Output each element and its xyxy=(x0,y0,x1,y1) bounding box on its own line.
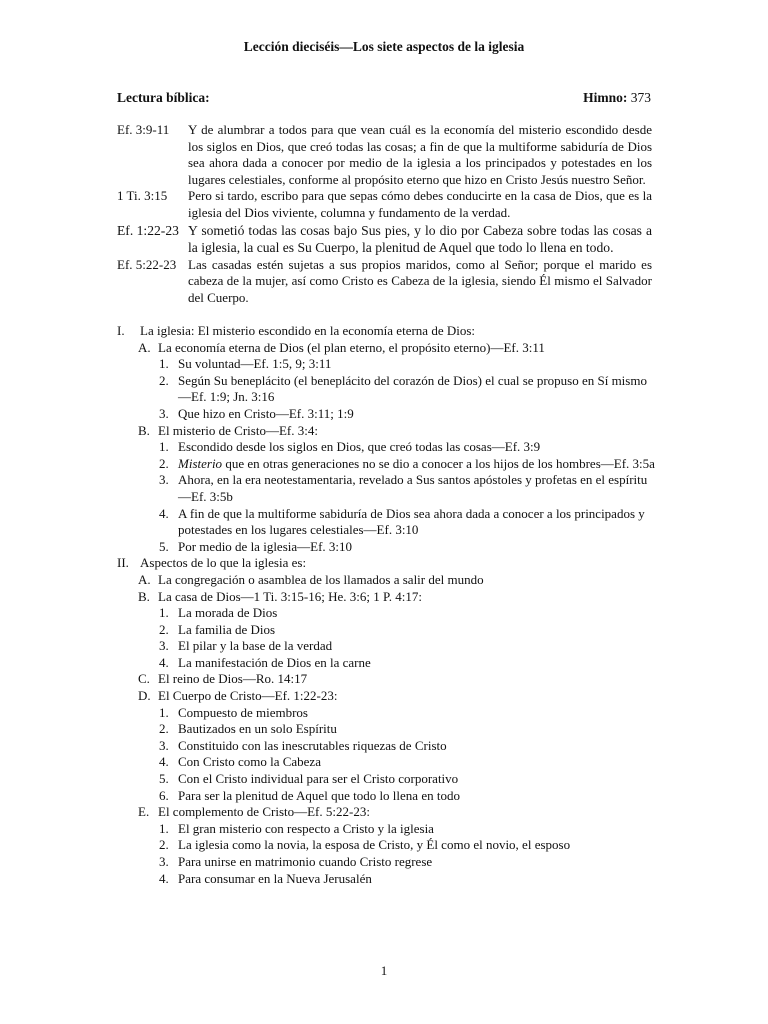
outline-item xyxy=(117,788,657,805)
verse-ref: Ef. 3:9-11 xyxy=(117,122,170,137)
outline-item xyxy=(117,754,657,771)
outline-item xyxy=(117,671,657,688)
outline-num: A. xyxy=(138,339,151,355)
outline-item xyxy=(117,472,657,505)
outline-num: 2. xyxy=(159,621,169,637)
outline-text: Para ser la plenitud de Aquel que todo lo llena en todo xyxy=(178,787,460,803)
outline-text: Por medio de la iglesia—Ef. 3:10 xyxy=(178,538,353,554)
outline xyxy=(117,323,657,887)
outline-text: La casa de Dios—1 Ti. 3:15-16; He. 3:6; 1 P. 4:17: xyxy=(158,588,422,604)
verse-text: Las casadas estén sujetas a sus propios maridos, como al Señor; porque el marido es cabeza de la mujer, así como Cristo es Cabeza de la iglesia, siendo Él mismo el Salvador del Cuerpo. xyxy=(188,256,652,305)
outline-text: Bautizados en un solo Espíritu xyxy=(178,721,337,737)
outline-item xyxy=(117,506,657,539)
outline-item xyxy=(117,439,657,456)
outline-text: La manifestación de Dios en la carne xyxy=(178,654,371,670)
outline-num: 4. xyxy=(159,505,169,521)
outline-item xyxy=(117,688,657,705)
outline-num: II. xyxy=(117,555,129,571)
outline-text: Para consumar en la Nueva Jerusalén xyxy=(178,870,372,886)
misterio-emphasis: Misterio xyxy=(178,455,223,471)
outline-num: C. xyxy=(138,671,150,687)
outline-num: 1. xyxy=(159,704,169,720)
himno-label: Himno: xyxy=(583,90,628,105)
outline-num: 3. xyxy=(159,472,169,488)
verse-ref: Ef. 1:22-23 xyxy=(117,222,179,238)
outline-item xyxy=(117,854,657,871)
outline-item xyxy=(117,423,657,440)
outline-text: El Cuerpo de Cristo—Ef. 1:22-23: xyxy=(158,688,338,704)
outline-num: I. xyxy=(117,323,125,338)
outline-text: Su voluntad—Ef. 1:5, 9; 3:11 xyxy=(178,356,332,372)
outline-item xyxy=(117,356,657,373)
outline-item xyxy=(117,837,657,854)
outline-num: A. xyxy=(138,571,151,587)
outline-item xyxy=(117,555,657,572)
outline-text: El complemento de Cristo—Ef. 5:22-23: xyxy=(158,804,370,820)
outline-num: 2. xyxy=(159,372,169,388)
outline-num: 6. xyxy=(159,787,169,803)
himno xyxy=(583,90,651,107)
outline-text: Para unirse en matrimonio cuando Cristo regrese xyxy=(178,854,433,869)
verse-row xyxy=(117,188,652,221)
outline-item xyxy=(117,406,657,423)
verse-text: Pero si tardo, escribo para que sepas cómo debes conducirte en la casa de Dios, que es la iglesia del Dios viviente, columna y fundamento de la verdad. xyxy=(188,188,652,220)
outline-num: D. xyxy=(138,688,151,704)
outline-text: Con el Cristo individual para ser el Cristo corporativo xyxy=(178,771,459,787)
outline-num: 2. xyxy=(159,721,169,737)
outline-item xyxy=(117,821,657,838)
outline-num: 4. xyxy=(159,654,169,670)
outline-text: La morada de Dios xyxy=(178,605,278,621)
outline-text: Escondido desde los siglos en Dios, que creó todas las cosas—Ef. 3:9 xyxy=(178,439,541,455)
outline-text: La iglesia: El misterio escondido en la economía eterna de Dios: xyxy=(140,323,476,338)
verse-row xyxy=(117,222,652,257)
outline-text: El gran misterio con respecto a Cristo y la iglesia xyxy=(178,820,434,836)
outline-num: 2. xyxy=(159,455,169,471)
outline-text: Que hizo en Cristo—Ef. 3:11; 1:9 xyxy=(178,405,354,421)
outline-num: 1. xyxy=(159,820,169,836)
outline-item xyxy=(117,721,657,738)
outline-num: 3. xyxy=(159,638,169,654)
outline-num: 5. xyxy=(159,771,169,787)
outline-item xyxy=(117,456,657,473)
outline-text xyxy=(178,456,657,473)
outline-text: El reino de Dios—Ro. 14:17 xyxy=(158,671,308,687)
outline-num: 1. xyxy=(159,605,169,621)
outline-text: El misterio de Cristo—Ef. 3:4: xyxy=(158,422,318,438)
lectura-biblica-label: Lectura bíblica: xyxy=(117,90,210,105)
outline-text: La iglesia como la novia, la esposa de Cristo, y Él como el novio, el esposo xyxy=(178,837,571,853)
outline-text: La familia de Dios xyxy=(178,621,276,637)
outline-text: A fin de que la multiforme sabiduría de Dios sea ahora dada a conocer a los principados y potestades en los lugares celestiales—Ef. 3:10 xyxy=(178,505,645,538)
outline-text: El pilar y la base de la verdad xyxy=(178,638,333,654)
outline-num: 1. xyxy=(159,356,169,372)
outline-num: E. xyxy=(138,804,150,820)
outline-text: Según Su beneplácito (el beneplácito del corazón de Dios) el cual se propuso en Sí mismo—Ef. 1:9; Jn. 3:16 xyxy=(178,372,647,405)
verse-text: Y de alumbrar a todos para que vean cuál es la economía del misterio escondido desde los siglos en Dios, que creó todas las cosas; a fin de que la multiforme sabiduría de Dios sea ahora dada a conocer por medio de la iglesia a los principados y potestades en los lugares celestiales, conforme al propósito eterno que hizo en Cristo Jesús nuestro Señor. xyxy=(188,122,652,187)
outline-num: 2. xyxy=(159,837,169,853)
outline-item xyxy=(117,340,657,357)
outline-item xyxy=(117,539,657,556)
outline-text: La congregación o asamblea de los llamados a salir del mundo xyxy=(158,571,484,587)
outline-text: Ahora, en la era neotestamentaria, revelado a Sus santos apóstoles y profetas en el espíritu—Ef. 3:5b xyxy=(178,472,648,504)
outline-item xyxy=(117,589,657,606)
outline-item xyxy=(117,638,657,655)
outline-item xyxy=(117,605,657,622)
outline-item xyxy=(117,655,657,672)
verse-ref: Ef. 5:22-23 xyxy=(117,256,177,272)
outline-text: Constituido con las inescrutables riquezas de Cristo xyxy=(178,737,447,753)
outline-text: La economía eterna de Dios (el plan eterno, el propósito eterno)—Ef. 3:11 xyxy=(158,339,545,355)
verse-text: Y sometió todas las cosas bajo Sus pies, y lo dio por Cabeza sobre todas las cosas a la iglesia, la cual es Su Cuerpo, la plenitud de Aquel que todo lo llena en todo. xyxy=(188,222,652,256)
himno-number: 373 xyxy=(630,90,651,105)
page-title: Lección dieciséis—Los siete aspectos de la iglesia xyxy=(243,39,525,54)
outline-item xyxy=(117,323,657,340)
outline-text: Aspectos de lo que la iglesia es: xyxy=(140,555,307,571)
outline-text-rest: que en otras generaciones no se dio a conocer a los hijos de los hombres—Ef. 3:5a xyxy=(222,455,655,471)
outline-num: 5. xyxy=(159,538,169,554)
outline-num: B. xyxy=(138,422,150,438)
verse-row xyxy=(117,122,652,188)
verse-list xyxy=(117,122,652,306)
outline-num: 3. xyxy=(159,405,169,421)
outline-num: B. xyxy=(138,588,150,604)
outline-text: Con Cristo como la Cabeza xyxy=(178,754,321,770)
outline-num: 4. xyxy=(159,754,169,770)
outline-item xyxy=(117,771,657,788)
outline-item xyxy=(117,738,657,755)
outline-item xyxy=(117,373,657,406)
outline-num: 4. xyxy=(159,870,169,886)
page-number: 1 xyxy=(380,963,388,978)
outline-num: 3. xyxy=(159,737,169,753)
verse-ref: 1 Ti. 3:15 xyxy=(117,188,168,204)
outline-item xyxy=(117,622,657,639)
outline-item xyxy=(117,871,657,888)
outline-item xyxy=(117,705,657,722)
outline-num: 1. xyxy=(159,439,169,455)
outline-item xyxy=(117,804,657,821)
verse-row xyxy=(117,257,652,307)
outline-num: 3. xyxy=(159,854,169,869)
outline-text: Compuesto de miembros xyxy=(178,704,308,720)
outline-item xyxy=(117,572,657,589)
